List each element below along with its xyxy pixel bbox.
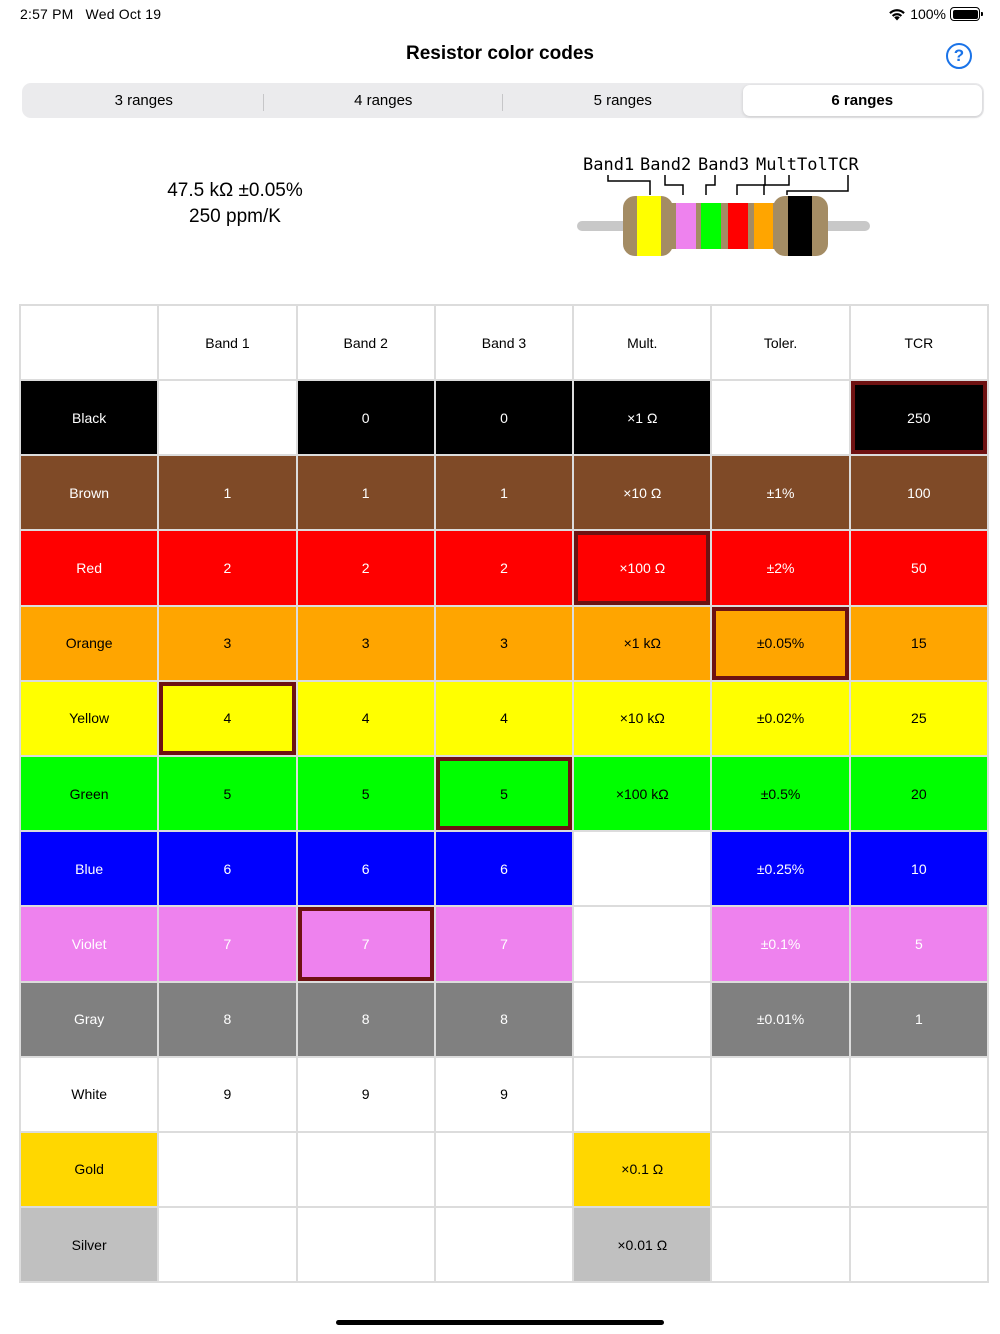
tcr-cell: [850, 1207, 988, 1282]
page-title: Resistor color codes: [406, 43, 594, 64]
tcr-cell[interactable]: 10: [850, 831, 988, 906]
label-band2: Band2: [640, 155, 692, 175]
tcr-cell[interactable]: 50: [850, 530, 988, 605]
band2-cell[interactable]: 0: [297, 380, 435, 455]
band2-cell[interactable]: 6: [297, 831, 435, 906]
mult-cell[interactable]: ×0.01 Ω: [573, 1207, 711, 1282]
range-segmented-control: [22, 83, 984, 118]
band1-cell[interactable]: 9: [158, 1057, 296, 1132]
mult-cell[interactable]: ×1 kΩ: [573, 606, 711, 681]
tab-3-ranges[interactable]: 3 ranges: [24, 85, 264, 116]
tol-cell[interactable]: ±0.25%: [711, 831, 849, 906]
table-row-red: [20, 530, 988, 605]
table-row-orange: [20, 606, 988, 681]
band3-cell[interactable]: 3: [435, 606, 573, 681]
table-row-brown: [20, 455, 988, 530]
status-date: Wed Oct 19: [85, 6, 162, 22]
band2-cell[interactable]: 5: [297, 756, 435, 831]
battery-icon: [950, 7, 980, 21]
band3-cell[interactable]: 9: [435, 1057, 573, 1132]
color-name-cell: Gray: [20, 982, 158, 1057]
band3-cell: [435, 1207, 573, 1282]
color-name-cell: Red: [20, 530, 158, 605]
color-name-cell: Blue: [20, 831, 158, 906]
band1-cell[interactable]: 1: [158, 455, 296, 530]
tol-stripe: [754, 203, 773, 249]
color-name-cell: Gold: [20, 1132, 158, 1207]
tcr-cell[interactable]: 1: [850, 982, 988, 1057]
color-name-cell: Silver: [20, 1207, 158, 1282]
band2-cell[interactable]: 7: [297, 906, 435, 981]
mult-cell[interactable]: ×0.1 Ω: [573, 1132, 711, 1207]
band3-cell[interactable]: 7: [435, 906, 573, 981]
mult-cell: [573, 906, 711, 981]
band2-cell[interactable]: 9: [297, 1057, 435, 1132]
tcr-cell: [850, 1132, 988, 1207]
battery-percent: 100%: [910, 6, 946, 22]
mult-cell: [573, 831, 711, 906]
tcr-cell[interactable]: 15: [850, 606, 988, 681]
tcr-value: 250 ppm/K: [189, 206, 281, 227]
header-color: [20, 305, 158, 380]
band3-cell[interactable]: 5: [435, 756, 573, 831]
mult-cell[interactable]: ×1 Ω: [573, 380, 711, 455]
band3-cell[interactable]: 6: [435, 831, 573, 906]
band2-cell[interactable]: 8: [297, 982, 435, 1057]
value-readout: [80, 178, 390, 230]
tol-cell[interactable]: ±0.01%: [711, 982, 849, 1057]
band1-cell: [158, 1207, 296, 1282]
band1-cell[interactable]: 5: [158, 756, 296, 831]
tcr-cell: [850, 1057, 988, 1132]
band3-cell[interactable]: 0: [435, 380, 573, 455]
band2-cell[interactable]: 2: [297, 530, 435, 605]
band3-stripe: [701, 203, 721, 249]
tab-5-ranges[interactable]: 5 ranges: [593, 92, 652, 109]
label-mult: Mult: [756, 155, 797, 175]
table-body: [20, 380, 988, 1282]
tcr-cell[interactable]: 20: [850, 756, 988, 831]
mult-cell: [573, 1057, 711, 1132]
color-name-cell: White: [20, 1057, 158, 1132]
table-row-white: [20, 1057, 988, 1132]
status-right: [888, 6, 980, 22]
label-band1: Band1: [583, 155, 635, 175]
resistance-value: 47.5 kΩ ±0.05%: [167, 180, 303, 201]
tol-cell: [711, 1132, 849, 1207]
home-indicator: [336, 1320, 664, 1325]
tol-cell[interactable]: ±0.5%: [711, 756, 849, 831]
tcr-cell[interactable]: 5: [850, 906, 988, 981]
band1-cell[interactable]: 3: [158, 606, 296, 681]
band1-cell[interactable]: 2: [158, 530, 296, 605]
status-time: 2:57 PM: [20, 6, 74, 22]
tol-cell: [711, 1207, 849, 1282]
table-row-gold: [20, 1132, 988, 1207]
color-name-cell: Black: [20, 380, 158, 455]
band1-cell: [158, 1132, 296, 1207]
tab-6-ranges[interactable]: 6 ranges: [743, 85, 983, 116]
band3-cell[interactable]: 8: [435, 982, 573, 1057]
tol-cell[interactable]: ±0.05%: [711, 606, 849, 681]
band2-cell[interactable]: 3: [297, 606, 435, 681]
band2-stripe: [676, 203, 696, 249]
tcr-cell[interactable]: 250: [850, 380, 988, 455]
band3-cell: [435, 1132, 573, 1207]
mult-cell[interactable]: ×10 Ω: [573, 455, 711, 530]
band3-cell[interactable]: 1: [435, 455, 573, 530]
mult-cell: [573, 982, 711, 1057]
band1-cell[interactable]: 6: [158, 831, 296, 906]
label-tol: Tol: [797, 155, 828, 175]
tcr-cell[interactable]: 25: [850, 681, 988, 756]
status-left: [20, 6, 161, 22]
color-name-cell: Violet: [20, 906, 158, 981]
color-code-table: [19, 304, 989, 1283]
band1-stripe: [637, 196, 661, 256]
mult-cell[interactable]: ×10 kΩ: [573, 681, 711, 756]
band-leader-lines: [608, 175, 848, 195]
tol-cell: [711, 380, 849, 455]
label-tcr: TCR: [828, 155, 859, 175]
tol-cell: [711, 1057, 849, 1132]
band2-cell[interactable]: 1: [297, 455, 435, 530]
table-row-violet: [20, 906, 988, 981]
band3-cell[interactable]: 2: [435, 530, 573, 605]
header-tol: Toler.: [711, 305, 849, 380]
band2-cell[interactable]: 4: [297, 681, 435, 756]
wifi-icon: [888, 8, 906, 21]
tcr-stripe: [788, 196, 812, 256]
band1-cell[interactable]: 8: [158, 982, 296, 1057]
color-name-cell: Yellow: [20, 681, 158, 756]
band1-cell[interactable]: 7: [158, 906, 296, 981]
band1-cell[interactable]: 4: [158, 681, 296, 756]
tab-4-ranges[interactable]: 4 ranges: [264, 85, 504, 116]
color-name-cell: Brown: [20, 455, 158, 530]
header-mult: Mult.: [573, 305, 711, 380]
help-button[interactable]: ?: [946, 43, 972, 69]
tol-cell[interactable]: ±1%: [711, 455, 849, 530]
tol-cell[interactable]: ±2%: [711, 530, 849, 605]
color-name-cell: Orange: [20, 606, 158, 681]
header-band2: Band 2: [297, 305, 435, 380]
mult-cell[interactable]: ×100 Ω: [573, 530, 711, 605]
mult-cell[interactable]: ×100 kΩ: [573, 756, 711, 831]
band3-cell[interactable]: 4: [435, 681, 573, 756]
mult-stripe: [728, 203, 748, 249]
table-row-black: [20, 380, 988, 455]
table-row-green: [20, 756, 988, 831]
band2-cell: [297, 1132, 435, 1207]
table-header-row: [20, 305, 988, 380]
header-band3: Band 3: [435, 305, 573, 380]
resistor-diagram: [575, 150, 875, 265]
tol-cell[interactable]: ±0.1%: [711, 906, 849, 981]
header-tcr: TCR: [850, 305, 988, 380]
tcr-cell[interactable]: 100: [850, 455, 988, 530]
band2-cell: [297, 1207, 435, 1282]
label-band3: Band3: [698, 155, 750, 175]
table-row-silver: [20, 1207, 988, 1282]
status-bar: [0, 0, 1000, 28]
table-row-yellow: [20, 681, 988, 756]
tol-cell[interactable]: ±0.02%: [711, 681, 849, 756]
color-code-table-wrapper: [19, 304, 989, 1283]
header-band1: Band 1: [158, 305, 296, 380]
table-row-gray: [20, 982, 988, 1057]
band1-cell: [158, 380, 296, 455]
table-row-blue: [20, 831, 988, 906]
color-name-cell: Green: [20, 756, 158, 831]
